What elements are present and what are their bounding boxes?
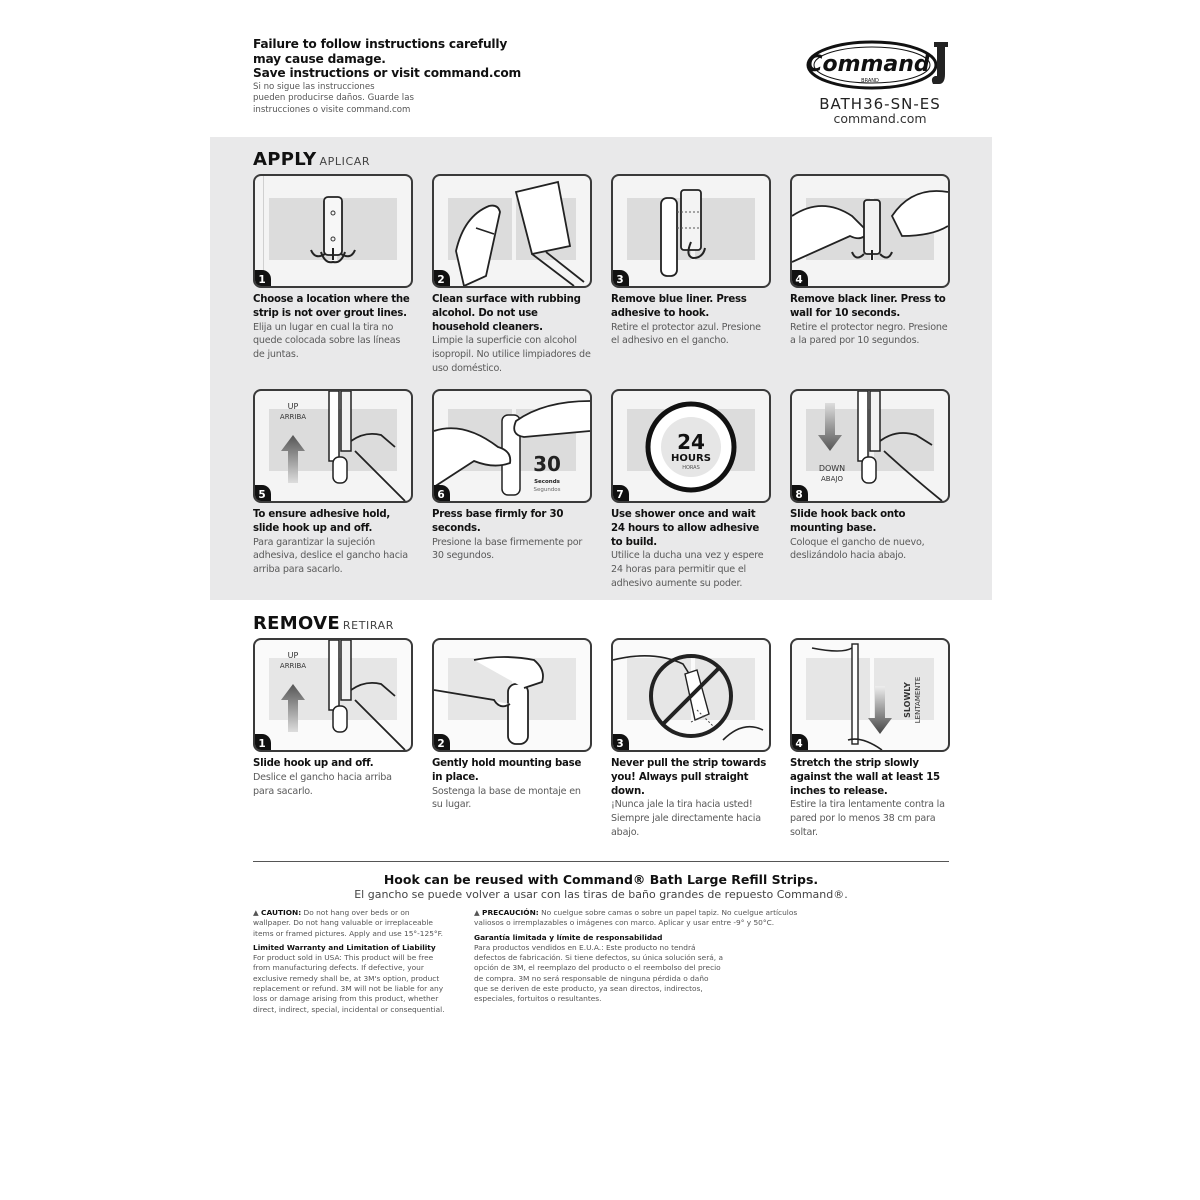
svg-text:24: 24: [677, 430, 705, 454]
section-divider: [253, 861, 949, 862]
clock-24-hours-icon: [613, 391, 769, 501]
warning-en: Failure to follow instructions carefully may cause damage. Save instructions or visit command.com: [253, 37, 522, 80]
svg-text:SLOWLY: SLOWLY: [903, 682, 912, 718]
svg-text:ARRIBA: ARRIBA: [279, 413, 307, 421]
no-pull-prohibited-icon: [613, 640, 769, 750]
remove-title: REMOVE RETIRAR: [253, 613, 395, 634]
step-illustration: 2: [432, 638, 592, 752]
svg-text:HOURS: HOURS: [671, 453, 711, 464]
svg-text:Command: Command: [806, 52, 930, 77]
step-illustration: UP ARRIBA 5: [253, 389, 413, 503]
svg-text:BRAND: BRAND: [861, 78, 879, 84]
legal-english: ▲ CAUTION: Do not hang over beds or on wallpaper. Do not hang valuable or irreplaceable items or framed pictures. Apply and use 15°-125°F. Limited Warranty and Limitation of Liability For product sold in USA: This product will be free from manufacturing defects. If defective, your exclusive remedy shall be, at 3M's option, product replacement or refund. 3M will not be liable for any loss or damage arising from this product, whether direct, indirect, special, incidental or consequential.: [253, 908, 449, 1015]
svg-text:Seconds: Seconds: [534, 479, 560, 485]
step-illustration: DOWN ABAJO 8: [790, 389, 950, 503]
svg-text:UP: UP: [287, 651, 299, 660]
step-illustration: 1: [253, 174, 413, 288]
caution-text: ▲ CAUTION: Do not hang over beds or on wallpaper. Do not hang valuable or irreplaceable items or framed pictures. Apply and use 15°-125°F.: [253, 908, 444, 938]
remove-step-4: SLOWLY LENTAMENTE 4 Stretch the strip slowly against the wall at least 15 inches to release. Estire la tira lentamente contra la pared por lo menos 38 cm para soltar.: [790, 638, 950, 840]
sku-code: BATH36-SN-ES: [819, 95, 941, 113]
step-illustration: 24 HOURS HORAS 7: [611, 389, 771, 503]
apply-step-5: UP ARRIBA 5 To ensure adhesive hold, slide hook up and off. Para garantizar la sujeción adhesiva, deslice el gancho hacia arriba para sacarlo.: [253, 389, 413, 577]
remove-step-2: 2 Gently hold mounting base in place. Sostenga la base de montaje en su lugar.: [432, 638, 592, 812]
cleaning-hand-icon: [434, 176, 590, 286]
step-illustration: 3: [611, 638, 771, 752]
legal-spanish: ▲ PRECAUCIÓN: No cuelgue sobre camas o sobre un papel tapiz. No cuelgue artículos valiosos o irremplazables o imágenes con marco. Aplicar y usar entre -9° y 50°C. Garantía limitada y límite de responsabilidad Para productos vendidos en E.U.A.: Este producto no tendrá defectos de fabricación. Si tiene defectos, su única solución será, a opción de 3M, el reemplazo del producto o el reembolso del precio de compra. 3M no será responsable de ninguna pérdida o daño que se deriven de este producto, ya sean directos, indirectos, especiales, fortuitos o resultantes.: [474, 908, 810, 1005]
step-illustration: UP ARRIBA 1: [253, 638, 413, 752]
svg-text:DOWN: DOWN: [818, 464, 846, 473]
brand-block: [800, 38, 960, 125]
press-base-icon: [434, 391, 590, 501]
slide-up-icon: [255, 640, 411, 750]
precaucion-text: ▲ PRECAUCIÓN: No cuelgue sobre camas o sobre un papel tapiz. No cuelgue artículos valiosos o irremplazables o imágenes con marco. Aplicar y usar entre -9° y 50°C.: [474, 908, 798, 928]
svg-text:Segundos: Segundos: [533, 487, 561, 493]
slide-down-icon: [792, 391, 948, 501]
apply-step-8: DOWN ABAJO 8 Slide hook back onto mounting base. Coloque el gancho de nuevo, deslizándolo hacia abajo.: [790, 389, 950, 563]
adhesive-strip-icon: [613, 176, 769, 286]
apply-step-1: 1 Choose a location where the strip is not over grout lines. Elija un lugar en cual la tira no quede colocada sobre las líneas de juntas.: [253, 174, 413, 362]
hold-base-icon: [434, 640, 590, 750]
svg-text:ARRIBA: ARRIBA: [279, 662, 307, 670]
command-hook-logo-icon: [806, 38, 954, 90]
remove-step-3: 3 Never pull the strip towards you! Always pull straight down. ¡Nunca jale la tira hacia usted! Siempre jale directamente hacia abajo.: [611, 638, 771, 840]
hook-icon: [255, 176, 411, 286]
apply-step-7: 24 HOURS HORAS 7 Use shower once and wait 24 hours to allow adhesive to build. Utilice la ducha una vez y espere 24 horas para permitir que el adhesivo aumente su poder.: [611, 389, 771, 591]
apply-step-4: 4 Remove black liner. Press to wall for 10 seconds. Retire el protector negro. Presione a la pared por 10 segundos.: [790, 174, 950, 348]
apply-step-3: 3 Remove blue liner. Press adhesive to hook. Retire el protector azul. Presione el adhesivo en el gancho.: [611, 174, 771, 348]
warning-triangle-icon: ▲: [474, 908, 480, 917]
command-logo: [806, 38, 954, 90]
svg-text:30: 30: [533, 452, 561, 476]
step-illustration: 30 Seconds Segundos 6: [432, 389, 592, 503]
website-text: command.com: [833, 111, 927, 126]
apply-step-2: 2 Clean surface with rubbing alcohol. Do not use household cleaners. Limpie la superficie con alcohol isopropil. No utilice limpiadores de uso doméstico.: [432, 174, 592, 376]
svg-text:ABAJO: ABAJO: [821, 475, 843, 483]
svg-text:HORAS: HORAS: [682, 465, 700, 471]
step-illustration: 2: [432, 174, 592, 288]
press-hook-icon: [792, 176, 948, 286]
warning-block: [253, 37, 553, 116]
apply-title: APPLY APLICAR: [253, 149, 371, 170]
svg-text:LENTAMENTE: LENTAMENTE: [914, 676, 922, 724]
stretch-down-icon: [792, 640, 948, 750]
apply-step-6: 30 Seconds Segundos 6 Press base firmly for 30 seconds. Presione la base firmemente por 30 segundos.: [432, 389, 592, 563]
step-illustration: SLOWLY LENTAMENTE 4: [790, 638, 950, 752]
svg-text:UP: UP: [287, 402, 299, 411]
step-illustration: 3: [611, 174, 771, 288]
reuse-notice: Hook can be reused with Command® Bath Large Refill Strips. El gancho se puede volver a usar con las tiras de baño grandes de repuesto Command®.: [354, 872, 848, 901]
slide-up-icon: [255, 391, 411, 501]
remove-step-1: UP ARRIBA 1 Slide hook up and off. Deslice el gancho hacia arriba para sacarlo.: [253, 638, 413, 798]
warning-triangle-icon: ▲: [253, 908, 259, 917]
step-illustration: 4: [790, 174, 950, 288]
warning-es: Si no sigue las instrucciones pueden producirse daños. Guarde las instrucciones o visite command.com: [253, 81, 414, 115]
